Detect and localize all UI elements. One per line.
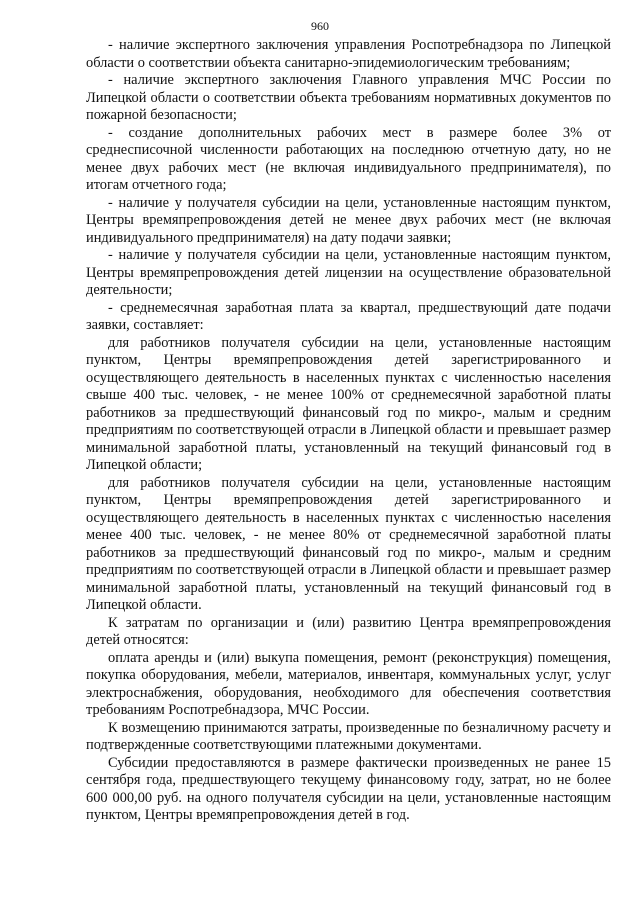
paragraph-additional-jobs: - создание дополнительных рабочих мест в размере более 3% от среднесписочной численности работающих на последнюю отчетную дату, но не менее двух рабочих мест (не включая индивидуального предпринимателя), по итогам отчетного года; — [86, 124, 611, 193]
paragraph-costs-list: оплата аренды и (или) выкупа помещения, ремонт (реконструкция) помещения, покупка оборудования, мебели, материалов, инвентаря, коммунальных услуг, услуг электроснабжения, оборудования, необходимого для обеспечения соответствия требованиям Роспотребнадзора, МЧС России. — [86, 649, 611, 718]
paragraph-education-license: - наличие у получателя субсидии на цели, установленные настоящим пунктом, Центры времяпрепровождения детей лицензии на осуществление образовательной деятельности; — [86, 247, 611, 298]
paragraph-mchs-conclusion: - наличие экспертного заключения Главного управления МЧС России по Липецкой области о соответствии объекта требованиям нормативных документов по пожарной безопасности; — [86, 72, 611, 123]
paragraph-two-workplaces: - наличие у получателя субсидии на цели, установленные настоящим пунктом, Центры времяпрепровождения детей не менее двух рабочих мест (не включая индивидуального предпринимателя) на дату подачи заявки; — [86, 194, 611, 246]
paragraph-reimbursement: К возмещению принимаются затраты, произведенные по безналичному расчету и подтвержденные соответствующими платежными документами. — [86, 719, 611, 753]
paragraph-salary-under-400k: для работников получателя субсидии на цели, установленные настоящим пунктом, Центры времяпрепровождения детей зарегистрированного и осуществляющего деятельность в населенных пунктах с численностью населения менее 400 тыс. человек, - не менее 80% от среднемесячной заработной платы работников за предшествующий финансовый год по микро-, малым и средним предприятиям по соответствующей отрасли в Липецкой области и превышает размер минимальной заработной платы, установленный на текущий финансовый год в Липецкой области. — [86, 474, 611, 613]
page-number: 960 — [311, 19, 329, 33]
paragraph-average-salary: - среднемесячная заработная плата за квартал, предшествующий дате подачи заявки, составляет: — [86, 299, 611, 333]
document-body — [86, 37, 611, 825]
paragraph-subsidy-amount: Субсидии предоставляются в размере фактически произведенных не ранее 15 сентября года, предшествующего текущему финансовому году, затрат, но не более 600 000,00 руб. на одного получателя субсидии на цели, установленные настоящим пунктом, Центры времяпрепровождения детей в год. — [86, 754, 611, 823]
paragraph-salary-over-400k: для работников получателя субсидии на цели, установленные настоящим пунктом, Центры времяпрепровождения детей зарегистрированного и осуществляющего деятельность в населенных пунктах с численностью населения свыше 400 тыс. человек, - не менее 100% от среднемесячной заработной платы работников за предшествующий финансовый год по микро-, малым и средним предприятиям по соответствующей отрасли в Липецкой области и превышает размер минимальной заработной платы, установленный на текущий финансовый год в Липецкой области; — [86, 334, 611, 473]
paragraph-costs-intro: К затратам по организации и (или) развитию Центра времяпрепровождения детей относятся: — [86, 614, 611, 648]
paragraph-rospotrebnadzor-conclusion: - наличие экспертного заключения управления Роспотребнадзора по Липецкой области о соответствии объекта санитарно-эпидемиологическим требованиям; — [86, 37, 611, 71]
